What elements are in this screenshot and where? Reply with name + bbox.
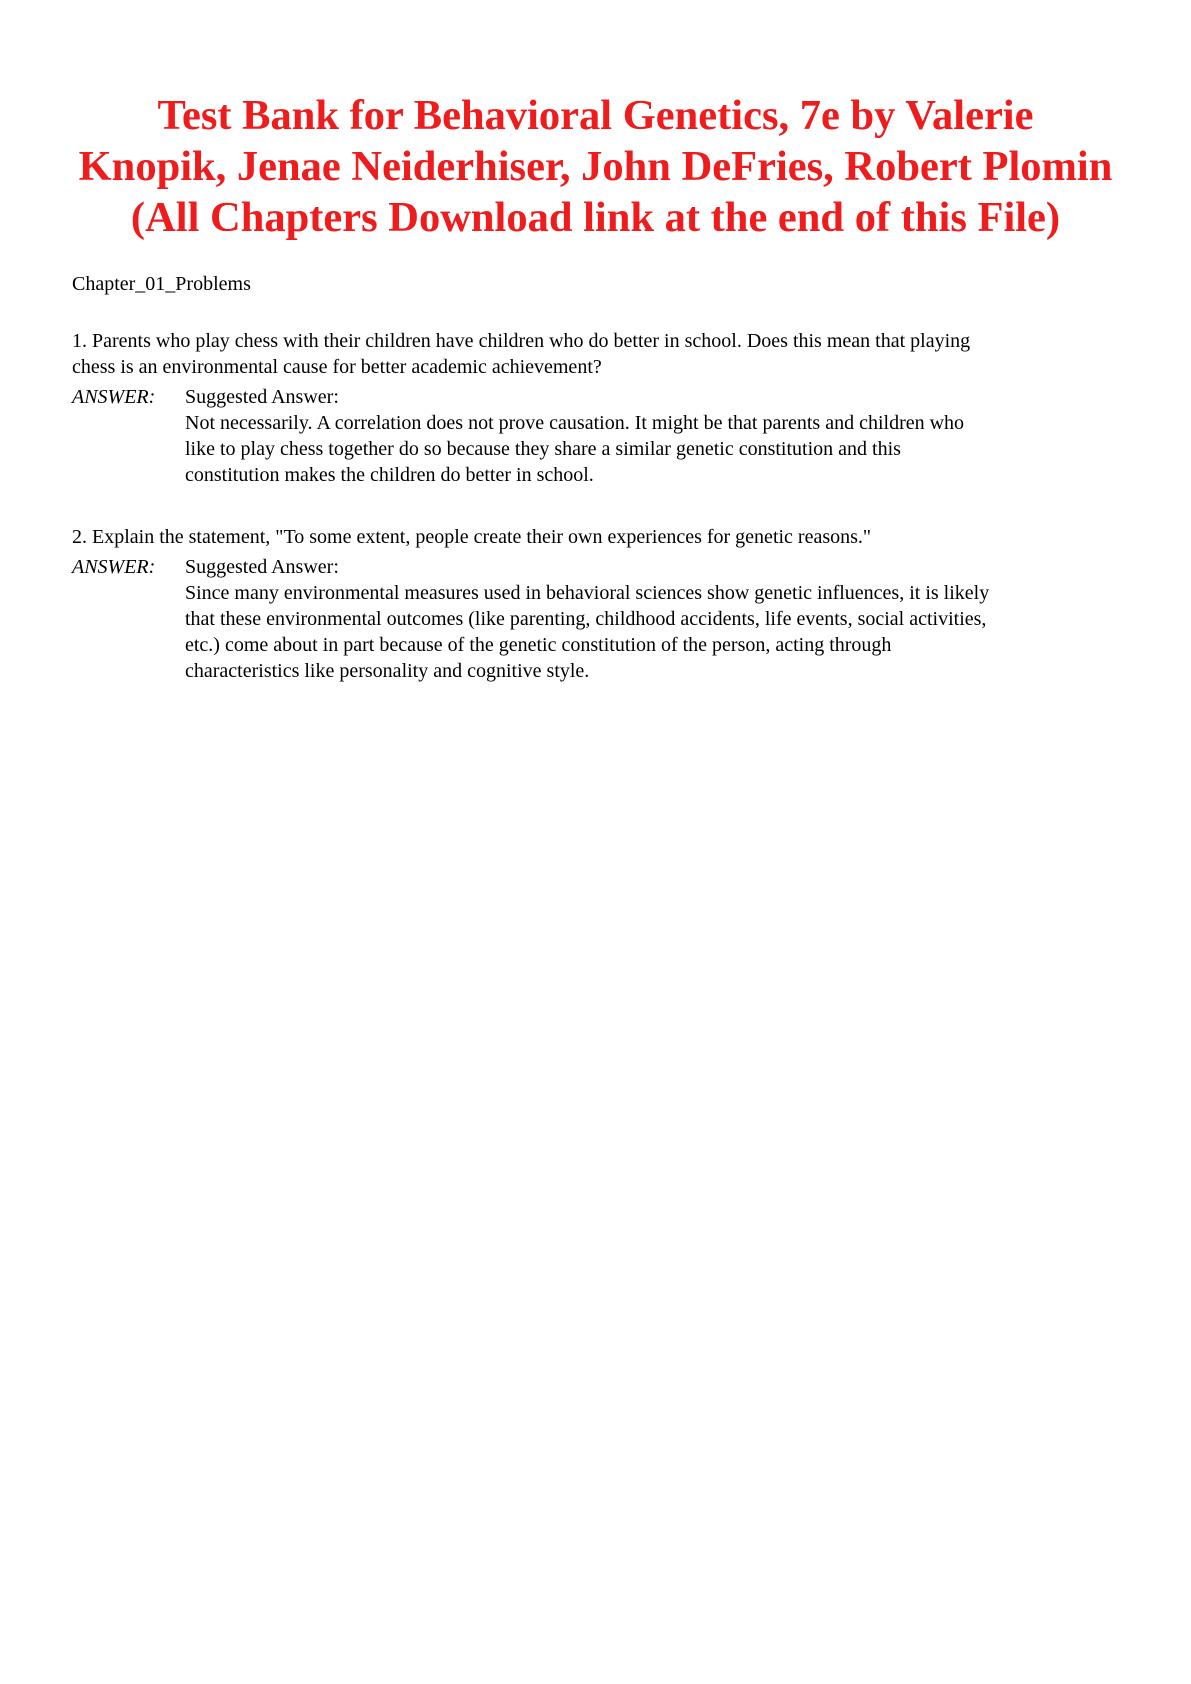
question-line: 2. Explain the statement, "To some extent, people create their own experiences for genetic reasons." bbox=[72, 526, 872, 548]
question-text bbox=[72, 524, 1142, 550]
answer-label: ANSWER: bbox=[72, 556, 156, 578]
title-line: Test Bank for Behavioral Genetics, 7e by Valerie bbox=[157, 92, 1034, 139]
answer-line: Not necessarily. A correlation does not prove causation. It might be that parents and children who bbox=[185, 412, 965, 434]
answer-line: Since many environmental measures used in behavioral sciences show genetic influences, it is likely bbox=[185, 582, 990, 604]
answer-heading: Suggested Answer: bbox=[185, 386, 339, 408]
chapter-heading: Chapter_01_Problems bbox=[72, 273, 251, 295]
answer-line: characteristics like personality and cognitive style. bbox=[185, 660, 590, 682]
answer-line: that these environmental outcomes (like parenting, childhood accidents, life events, social activities, bbox=[185, 608, 987, 630]
answer-body bbox=[185, 410, 1142, 488]
title-line: (All Chapters Download link at the end of this File) bbox=[130, 194, 1061, 241]
question-block bbox=[72, 524, 1142, 684]
answer-label: ANSWER: bbox=[72, 386, 156, 408]
answer-body bbox=[185, 580, 1142, 684]
answer-line: like to play chess together do so because they share a similar genetic constitution and this bbox=[185, 438, 901, 460]
question-line: 1. Parents who play chess with their children have children who do better in school. Does this mean that playing bbox=[72, 330, 971, 352]
title-line: Knopik, Jenae Neiderhiser, John DeFries, Robert Plomin bbox=[78, 143, 1113, 190]
answer-line: constitution makes the children do better in school. bbox=[185, 464, 594, 486]
answer-row bbox=[72, 384, 1142, 410]
answer-row bbox=[72, 554, 1142, 580]
question-text bbox=[72, 328, 1142, 380]
question-block bbox=[72, 328, 1142, 488]
question-line: chess is an environmental cause for better academic achievement? bbox=[72, 356, 602, 378]
answer-line: etc.) come about in part because of the genetic constitution of the person, acting through bbox=[185, 634, 892, 656]
answer-heading: Suggested Answer: bbox=[185, 556, 339, 578]
document-title bbox=[60, 90, 1131, 243]
